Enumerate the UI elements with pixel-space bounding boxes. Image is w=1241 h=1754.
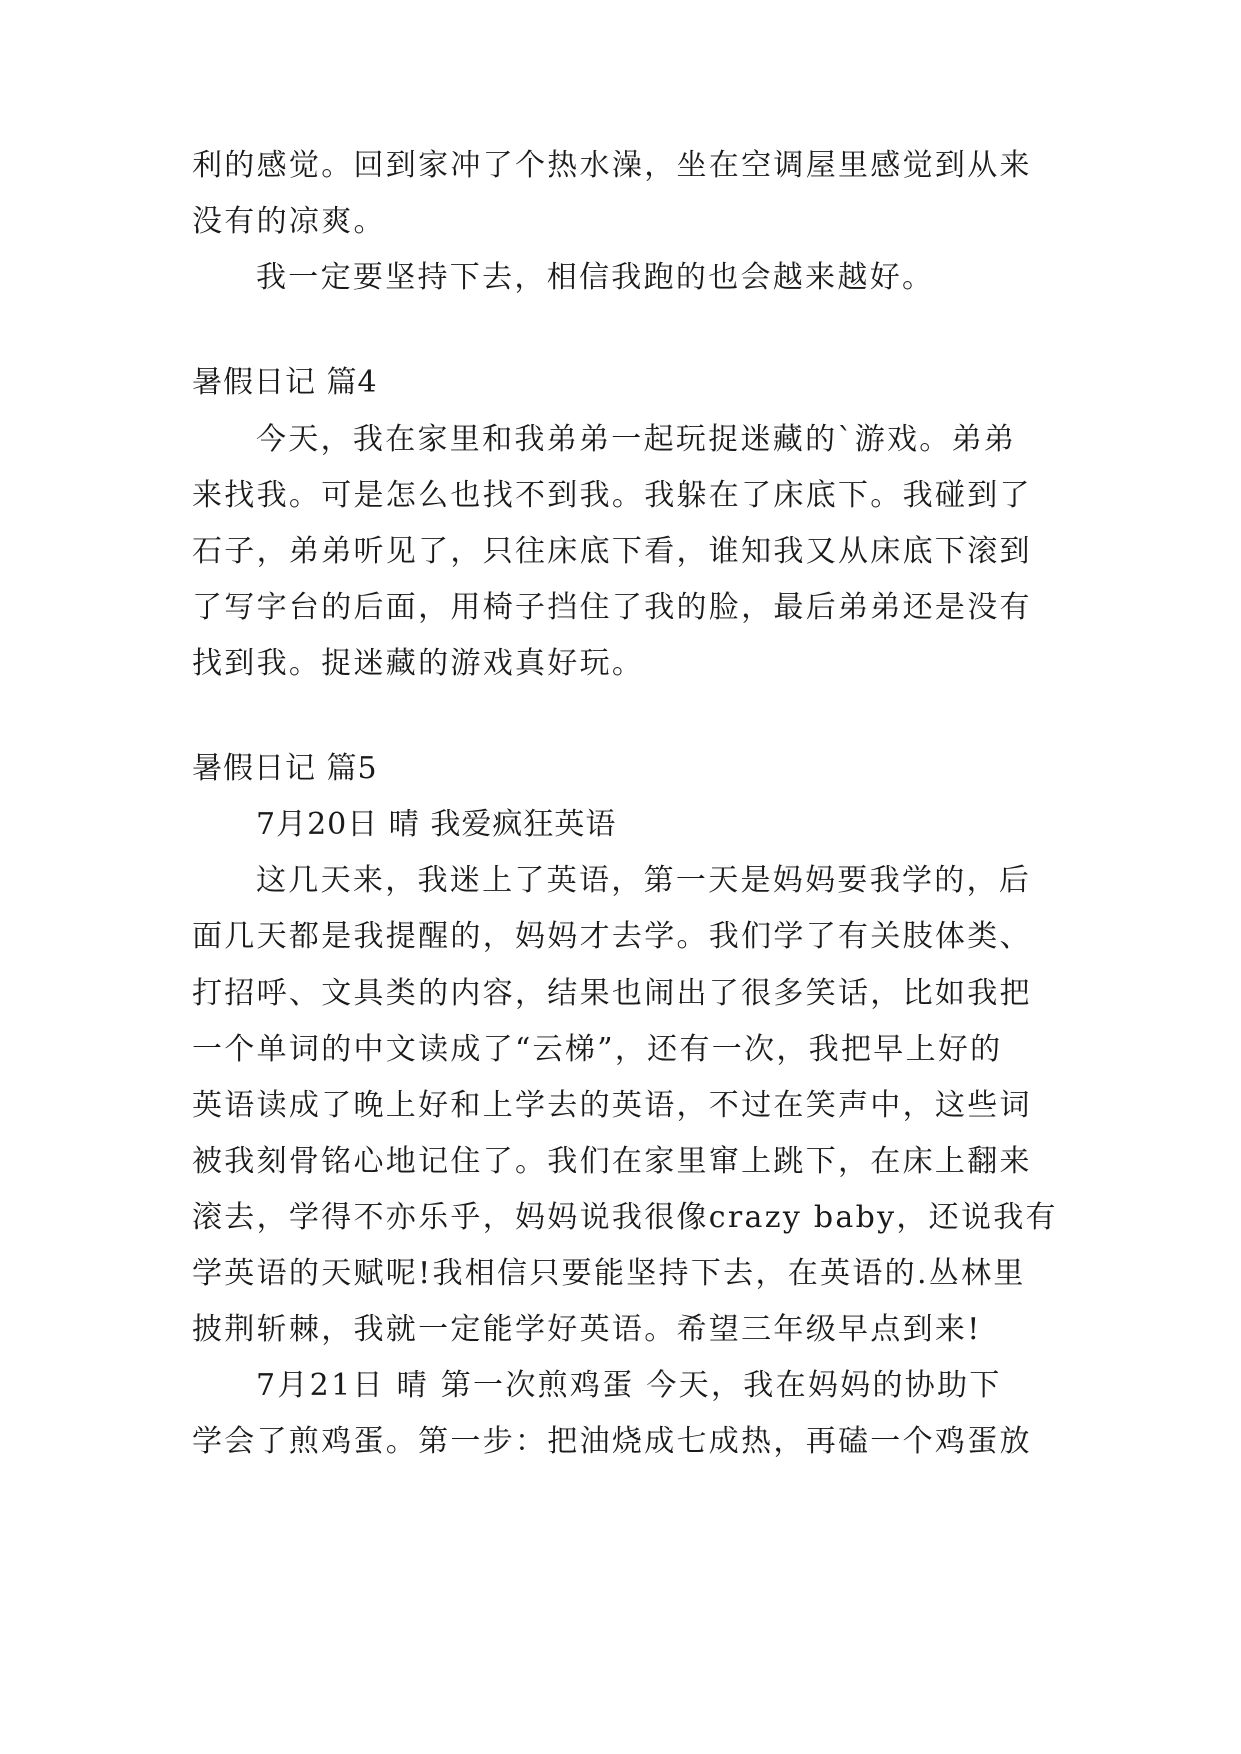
text-line: 这几天来，我迷上了英语，第一天是妈妈要我学的，后: [256, 863, 1032, 898]
text-line: 找到我。捉迷藏的游戏真好玩。: [192, 646, 645, 681]
text-line: 今天，我在家里和我弟弟一起玩捉迷藏的`游戏。弟弟: [256, 422, 1017, 457]
section-heading: 暑假日记 篇4: [192, 365, 378, 400]
text-line: 7月21日 晴 第一次煎鸡蛋 今天，我在妈妈的协助下: [256, 1368, 1002, 1403]
text-line: 了写字台的后面，用椅子挡住了我的脸，最后弟弟还是没有: [192, 590, 1032, 625]
text-line: 被我刻骨铭心地记住了。我们在家里窜上跳下，在床上翻来: [192, 1144, 1032, 1179]
text-line: 来找我。可是怎么也找不到我。我躲在了床底下。我碰到了: [192, 478, 1032, 513]
text-line: 石子，弟弟听见了，只往床底下看，谁知我又从床底下滚到: [192, 534, 1032, 569]
text-line: 利的感觉。回到家冲了个热水澡，坐在空调屋里感觉到从来: [192, 148, 1032, 183]
text-line: 学会了煎鸡蛋。第一步：把油烧成七成热，再磕一个鸡蛋放: [192, 1424, 1032, 1459]
text-line: 一个单词的中文读成了“云梯”，还有一次，我把早上好的: [192, 1032, 1003, 1067]
text-line: 英语读成了晚上好和上学去的英语，不过在笑声中，这些词: [192, 1088, 1032, 1123]
text-line: 我一定要坚持下去，相信我跑的也会越来越好。: [256, 260, 935, 295]
entry-date-line: 7月20日 晴 我爱疯狂英语: [256, 807, 617, 842]
text-line: 打招呼、文具类的内容，结果也闹出了很多笑话，比如我把: [192, 976, 1032, 1011]
text-line: 面几天都是我提醒的，妈妈才去学。我们学了有关肢体类、: [192, 919, 1032, 954]
text-line: 披荆斩棘，我就一定能学好英语。希望三年级早点到来!: [192, 1312, 982, 1347]
text-line: 学英语的天赋呢!我相信只要能坚持下去，在英语的.丛林里: [192, 1256, 1026, 1291]
text-line: 没有的凉爽。: [192, 204, 386, 239]
text-line: 滚去，学得不亦乐乎，妈妈说我很像crazy baby，还说我有: [192, 1200, 1058, 1235]
section-heading: 暑假日记 篇5: [192, 751, 378, 786]
